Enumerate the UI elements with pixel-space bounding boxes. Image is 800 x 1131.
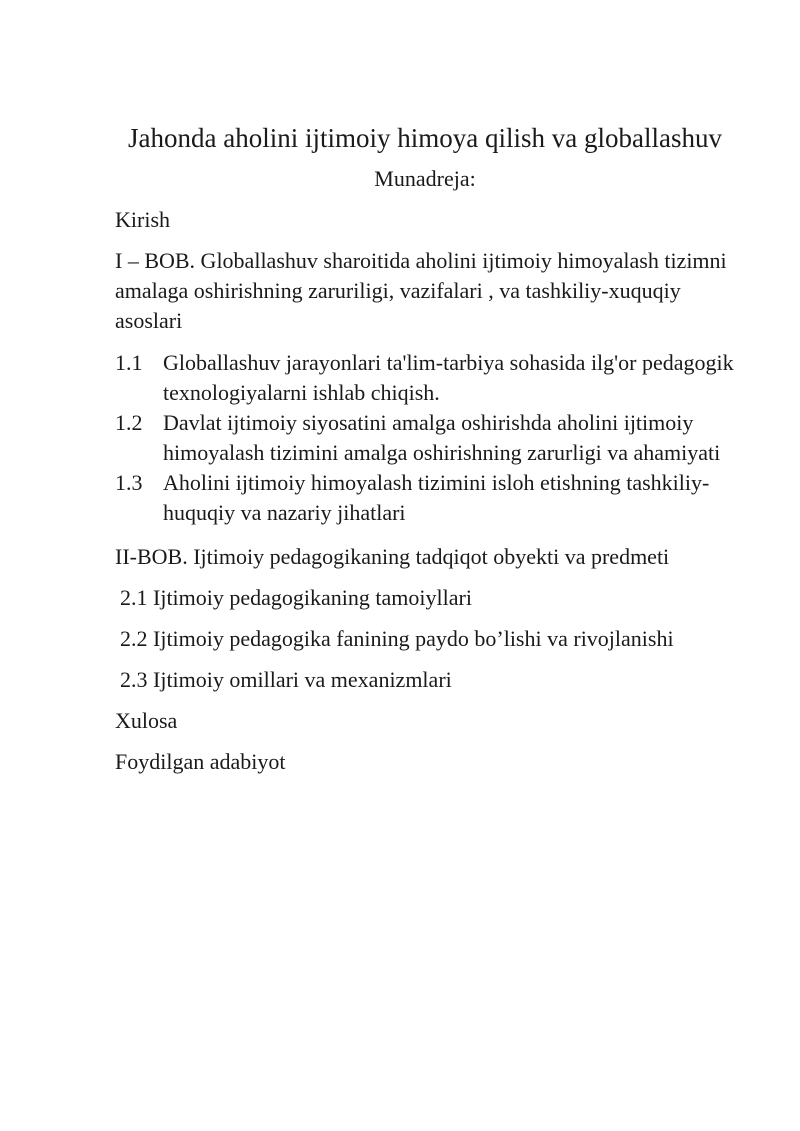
toc-references: Foydilgan adabiyot bbox=[115, 749, 286, 774]
section-number: 1.1 bbox=[115, 350, 143, 375]
toc-conclusion: Xulosa bbox=[115, 708, 178, 733]
toc-intro: Kirish bbox=[115, 207, 170, 232]
toc-section-1-1 bbox=[115, 348, 735, 408]
section-number: 1.3 bbox=[115, 470, 143, 495]
toc-section-2-3: 2.3 Ijtimoiy omillari va mexanizmlari bbox=[120, 667, 452, 692]
toc-section-2-1: 2.1 Ijtimoiy pedagogikaning tamoiyllari bbox=[120, 585, 472, 610]
contents-heading: Munadreja: bbox=[374, 166, 476, 191]
toc-section-1-3 bbox=[115, 468, 735, 528]
chapter-1-sections bbox=[115, 348, 735, 528]
document-page bbox=[115, 120, 735, 777]
section-text: Aholini ijtimoiy himoyalash tizimini isloh etishning tashkiliy-huquqiy va nazariy jihatlari bbox=[163, 470, 710, 525]
toc-chapter-2: II-BOB. Ijtimoiy pedagogikaning tadqiqot obyekti va predmeti bbox=[115, 544, 670, 569]
section-text: Davlat ijtimoiy siyosatini amalga oshirishda aholini ijtimoiy himoyalash tizimini amalga oshirishning zarurligi va ahamiyati bbox=[163, 410, 721, 465]
section-text: Globallashuv jarayonlari ta'lim-tarbiya sohasida ilg'or pedagogik texnologiyalarni ishlab chiqish. bbox=[163, 350, 734, 405]
toc-chapter-1: I – BOB. Globallashuv sharoitida aholini ijtimoiy himoyalash tizimni amalaga oshirishning zaruriligi, vazifalari , va tashkiliy-xuquqiy asoslari bbox=[115, 248, 727, 333]
section-number: 1.2 bbox=[115, 410, 143, 435]
toc-section-1-2 bbox=[115, 408, 735, 468]
document-title: Jahonda aholini ijtimoiy himoya qilish va globallashuv bbox=[128, 123, 722, 153]
toc-section-2-2: 2.2 Ijtimoiy pedagogika fanining paydo bo’lishi va rivojlanishi bbox=[120, 626, 674, 651]
